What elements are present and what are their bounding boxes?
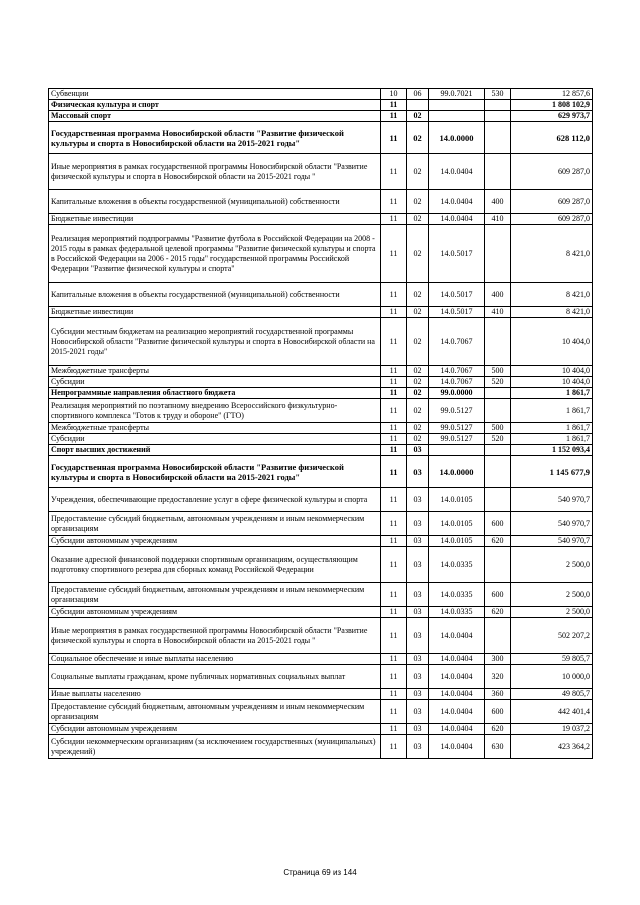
row-name: Субсидии	[49, 377, 381, 388]
row-name: Субсидии некоммерческим организациям (за исключением государственных (муниципальных) учреждений)	[49, 735, 381, 759]
row-amount: 10 404,0	[511, 377, 593, 388]
table-row	[49, 735, 593, 759]
table-row	[49, 445, 593, 456]
row-amount: 628 112,0	[511, 122, 593, 154]
row-target-article: 99.0.5127	[429, 434, 485, 445]
table-row	[49, 111, 593, 122]
row-target-article: 99.0.7021	[429, 89, 485, 100]
row-target-article: 99.0.5127	[429, 423, 485, 434]
row-amount: 423 364,2	[511, 735, 593, 759]
row-name: Капитальные вложения в объекты государственной (муниципальной) собственности	[49, 283, 381, 307]
row-amount: 59 805,7	[511, 654, 593, 665]
row-expense-type	[485, 618, 511, 654]
row-section-code: 11	[381, 689, 407, 700]
row-target-article: 14.0.5017	[429, 283, 485, 307]
row-section-code: 11	[381, 399, 407, 423]
row-subsection-code: 03	[407, 456, 429, 488]
row-section-code: 11	[381, 607, 407, 618]
table-row	[49, 488, 593, 512]
row-amount: 1 808 102,9	[511, 100, 593, 111]
row-section-code: 11	[381, 318, 407, 366]
row-amount: 629 973,7	[511, 111, 593, 122]
row-expense-type: 530	[485, 89, 511, 100]
row-expense-type: 500	[485, 423, 511, 434]
row-expense-type: 410	[485, 307, 511, 318]
table-row	[49, 665, 593, 689]
row-subsection-code: 02	[407, 307, 429, 318]
row-name: Реализация мероприятий подпрограммы "Развитие футбола в Российской Федерации на 2008 - 2015 годы в рамках федеральной целевой программы "Развитие физической культуры и спорта в Российской Федерации на 2006 - 2015 годы" государственной программы Российской Федерации "Развитие физической культуры и спорта"	[49, 225, 381, 283]
row-amount: 8 421,0	[511, 225, 593, 283]
row-name: Непрограммные направления областного бюджета	[49, 388, 381, 399]
table-row	[49, 283, 593, 307]
table-row	[49, 89, 593, 100]
row-name: Капитальные вложения в объекты государственной (муниципальной) собственности	[49, 190, 381, 214]
row-expense-type: 600	[485, 583, 511, 607]
row-name: Учреждения, обеспечивающие предоставление услуг в сфере физической культуры и спорта	[49, 488, 381, 512]
row-section-code: 11	[381, 488, 407, 512]
row-amount: 1 152 093,4	[511, 445, 593, 456]
row-amount: 1 861,7	[511, 423, 593, 434]
row-section-code: 11	[381, 735, 407, 759]
row-amount: 502 207,2	[511, 618, 593, 654]
row-section-code: 11	[381, 122, 407, 154]
row-name: Бюджетные инвестиции	[49, 307, 381, 318]
row-section-code: 11	[381, 512, 407, 536]
row-section-code: 11	[381, 445, 407, 456]
row-section-code: 11	[381, 190, 407, 214]
row-name: Субсидии автономным учреждениям	[49, 536, 381, 547]
row-section-code: 11	[381, 225, 407, 283]
row-target-article: 14.0.0404	[429, 689, 485, 700]
row-target-article: 14.0.0404	[429, 735, 485, 759]
table-row	[49, 607, 593, 618]
row-target-article: 99.0.0000	[429, 388, 485, 399]
row-target-article: 14.0.7067	[429, 366, 485, 377]
row-subsection-code: 02	[407, 366, 429, 377]
table-row	[49, 689, 593, 700]
table-row	[49, 700, 593, 724]
table-row	[49, 154, 593, 190]
row-expense-type	[485, 122, 511, 154]
table-row	[49, 512, 593, 536]
row-subsection-code: 02	[407, 388, 429, 399]
table-row	[49, 377, 593, 388]
row-name: Социальные выплаты гражданам, кроме публичных нормативных социальных выплат	[49, 665, 381, 689]
row-section-code: 11	[381, 214, 407, 225]
row-target-article: 14.0.5017	[429, 307, 485, 318]
row-amount: 2 500,0	[511, 607, 593, 618]
row-subsection-code: 03	[407, 512, 429, 536]
row-name: Реализация мероприятий по поэтапному внедрению Всероссийского физкультурно-спортивного комплекса "Готов к труду и обороне" (ГТО)	[49, 399, 381, 423]
row-amount: 10 000,0	[511, 665, 593, 689]
row-expense-type	[485, 318, 511, 366]
row-name: Государственная программа Новосибирской области "Развитие физической культуры и спорта в Новосибирской области на 2015-2021 годы"	[49, 122, 381, 154]
table-row	[49, 399, 593, 423]
row-expense-type: 600	[485, 700, 511, 724]
row-target-article	[429, 111, 485, 122]
row-name: Межбюджетные трансферты	[49, 366, 381, 377]
page-number: Страница 69 из 144	[283, 868, 357, 877]
row-section-code: 11	[381, 654, 407, 665]
table-row	[49, 423, 593, 434]
table-row	[49, 307, 593, 318]
row-subsection-code	[407, 100, 429, 111]
table-row	[49, 547, 593, 583]
row-expense-type: 620	[485, 607, 511, 618]
table-row	[49, 456, 593, 488]
row-section-code: 11	[381, 307, 407, 318]
row-target-article: 14.0.0105	[429, 536, 485, 547]
row-expense-type: 620	[485, 536, 511, 547]
row-name: Физическая культура и спорт	[49, 100, 381, 111]
table-row	[49, 214, 593, 225]
row-subsection-code: 03	[407, 665, 429, 689]
table-row	[49, 724, 593, 735]
row-expense-type	[485, 225, 511, 283]
row-name: Спорт высших достижений	[49, 445, 381, 456]
row-target-article: 14.0.0404	[429, 724, 485, 735]
row-name: Иные мероприятия в рамках государственной программы Новосибирской области "Развитие физической культуры и спорта в Новосибирской области на 2015-2021 годы "	[49, 154, 381, 190]
row-expense-type: 620	[485, 724, 511, 735]
row-target-article: 14.0.0335	[429, 607, 485, 618]
row-subsection-code: 02	[407, 377, 429, 388]
row-name: Иные выплаты населению	[49, 689, 381, 700]
row-subsection-code: 03	[407, 724, 429, 735]
row-target-article: 14.0.0404	[429, 700, 485, 724]
row-section-code: 11	[381, 456, 407, 488]
row-target-article: 14.0.0404	[429, 214, 485, 225]
budget-table	[48, 88, 593, 759]
row-name: Массовый спорт	[49, 111, 381, 122]
row-target-article: 14.0.7067	[429, 318, 485, 366]
row-amount: 540 970,7	[511, 488, 593, 512]
row-section-code: 11	[381, 366, 407, 377]
table-row	[49, 388, 593, 399]
row-target-article: 14.0.0404	[429, 665, 485, 689]
row-name: Государственная программа Новосибирской области "Развитие физической культуры и спорта в Новосибирской области на 2015-2021 годы"	[49, 456, 381, 488]
row-subsection-code: 02	[407, 154, 429, 190]
row-target-article: 14.0.0404	[429, 654, 485, 665]
row-section-code: 11	[381, 536, 407, 547]
row-expense-type	[485, 488, 511, 512]
row-subsection-code: 03	[407, 583, 429, 607]
row-subsection-code: 02	[407, 214, 429, 225]
row-subsection-code: 02	[407, 190, 429, 214]
row-amount: 1 861,7	[511, 388, 593, 399]
table-row	[49, 190, 593, 214]
row-target-article: 14.0.0105	[429, 512, 485, 536]
row-name: Бюджетные инвестиции	[49, 214, 381, 225]
row-expense-type: 520	[485, 377, 511, 388]
row-amount: 2 500,0	[511, 547, 593, 583]
row-name: Социальное обеспечение и иные выплаты населению	[49, 654, 381, 665]
row-subsection-code: 02	[407, 225, 429, 283]
row-target-article: 14.0.0404	[429, 190, 485, 214]
table-row	[49, 366, 593, 377]
row-target-article: 14.0.0105	[429, 488, 485, 512]
row-section-code: 11	[381, 583, 407, 607]
row-amount: 1 861,7	[511, 434, 593, 445]
table-row	[49, 225, 593, 283]
row-subsection-code: 02	[407, 318, 429, 366]
row-section-code: 11	[381, 724, 407, 735]
row-name: Субсидии	[49, 434, 381, 445]
row-expense-type: 520	[485, 434, 511, 445]
row-subsection-code: 03	[407, 488, 429, 512]
row-section-code: 11	[381, 388, 407, 399]
row-target-article: 14.0.0000	[429, 456, 485, 488]
row-section-code: 11	[381, 700, 407, 724]
row-amount: 8 421,0	[511, 283, 593, 307]
row-amount: 10 404,0	[511, 366, 593, 377]
row-subsection-code: 02	[407, 283, 429, 307]
row-expense-type: 320	[485, 665, 511, 689]
row-subsection-code: 03	[407, 536, 429, 547]
row-expense-type	[485, 399, 511, 423]
row-subsection-code: 02	[407, 111, 429, 122]
row-subsection-code: 03	[407, 689, 429, 700]
row-subsection-code: 03	[407, 700, 429, 724]
row-expense-type: 600	[485, 512, 511, 536]
row-subsection-code: 02	[407, 434, 429, 445]
row-expense-type: 400	[485, 283, 511, 307]
table-row	[49, 122, 593, 154]
row-amount: 609 287,0	[511, 190, 593, 214]
row-target-article: 14.0.7067	[429, 377, 485, 388]
row-target-article: 14.0.0335	[429, 547, 485, 583]
row-expense-type: 300	[485, 654, 511, 665]
row-section-code: 11	[381, 434, 407, 445]
row-target-article: 14.0.0000	[429, 122, 485, 154]
row-subsection-code: 03	[407, 445, 429, 456]
row-expense-type	[485, 388, 511, 399]
row-section-code: 11	[381, 377, 407, 388]
row-target-article	[429, 100, 485, 111]
row-name: Межбюджетные трансферты	[49, 423, 381, 434]
row-section-code: 11	[381, 283, 407, 307]
row-section-code: 11	[381, 665, 407, 689]
row-amount: 2 500,0	[511, 583, 593, 607]
row-amount: 12 857,6	[511, 89, 593, 100]
row-subsection-code: 02	[407, 122, 429, 154]
table-row	[49, 618, 593, 654]
row-amount: 49 805,7	[511, 689, 593, 700]
row-subsection-code: 02	[407, 423, 429, 434]
row-expense-type: 630	[485, 735, 511, 759]
row-name: Иные мероприятия в рамках государственной программы Новосибирской области "Развитие физической культуры и спорта в Новосибирской области на 2015-2021 годы "	[49, 618, 381, 654]
row-amount: 609 287,0	[511, 154, 593, 190]
row-expense-type	[485, 100, 511, 111]
row-section-code: 11	[381, 618, 407, 654]
row-amount: 609 287,0	[511, 214, 593, 225]
row-section-code: 11	[381, 100, 407, 111]
row-target-article: 14.0.0404	[429, 618, 485, 654]
row-amount: 10 404,0	[511, 318, 593, 366]
row-section-code: 11	[381, 423, 407, 434]
row-expense-type: 400	[485, 190, 511, 214]
row-name: Субвенции	[49, 89, 381, 100]
table-row	[49, 434, 593, 445]
row-expense-type	[485, 547, 511, 583]
row-amount: 540 970,7	[511, 512, 593, 536]
row-name: Субсидии местным бюджетам на реализацию мероприятий государственной программы Новосибирской области "Развитие физической культуры и спорта в Новосибирской области на 2015-2021 годы"	[49, 318, 381, 366]
row-target-article	[429, 445, 485, 456]
row-expense-type: 360	[485, 689, 511, 700]
row-subsection-code: 06	[407, 89, 429, 100]
row-name: Субсидии автономным учреждениям	[49, 607, 381, 618]
row-section-code: 10	[381, 89, 407, 100]
row-name: Оказание адресной финансовой поддержки спортивным организациям, осуществляющим подготовку спортивного резерва для сборных команд Российской Федерации	[49, 547, 381, 583]
row-section-code: 11	[381, 547, 407, 583]
row-expense-type	[485, 111, 511, 122]
row-amount: 19 037,2	[511, 724, 593, 735]
row-expense-type	[485, 456, 511, 488]
row-name: Субсидии автономным учреждениям	[49, 724, 381, 735]
row-amount: 8 421,0	[511, 307, 593, 318]
row-subsection-code: 03	[407, 654, 429, 665]
row-section-code: 11	[381, 111, 407, 122]
row-expense-type	[485, 445, 511, 456]
row-name: Предоставление субсидий бюджетным, автономным учреждениям и иным некоммерческим организациям	[49, 700, 381, 724]
row-subsection-code: 03	[407, 735, 429, 759]
row-subsection-code: 03	[407, 618, 429, 654]
row-target-article: 14.0.0335	[429, 583, 485, 607]
budget-table-body	[49, 89, 593, 759]
row-expense-type: 500	[485, 366, 511, 377]
row-subsection-code: 03	[407, 547, 429, 583]
table-row	[49, 318, 593, 366]
row-section-code: 11	[381, 154, 407, 190]
row-amount: 1 145 677,9	[511, 456, 593, 488]
table-row	[49, 583, 593, 607]
row-name: Предоставление субсидий бюджетным, автономным учреждениям и иным некоммерческим организациям	[49, 512, 381, 536]
row-amount: 442 401,4	[511, 700, 593, 724]
row-subsection-code: 03	[407, 607, 429, 618]
row-target-article: 14.0.0404	[429, 154, 485, 190]
row-expense-type: 410	[485, 214, 511, 225]
row-subsection-code: 02	[407, 399, 429, 423]
row-target-article: 14.0.5017	[429, 225, 485, 283]
row-target-article: 99.0.5127	[429, 399, 485, 423]
row-expense-type	[485, 154, 511, 190]
row-amount: 540 970,7	[511, 536, 593, 547]
table-row	[49, 100, 593, 111]
row-amount: 1 861,7	[511, 399, 593, 423]
table-row	[49, 654, 593, 665]
table-row	[49, 536, 593, 547]
row-name: Предоставление субсидий бюджетным, автономным учреждениям и иным некоммерческим организациям	[49, 583, 381, 607]
